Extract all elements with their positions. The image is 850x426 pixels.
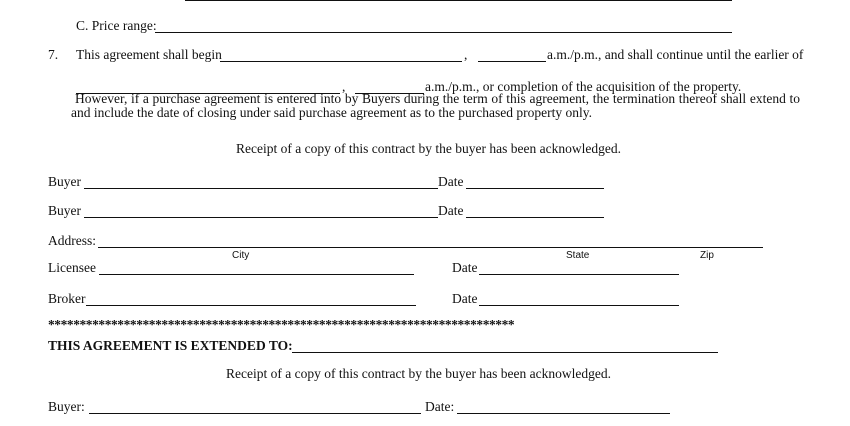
asterisk-divider: ************************************************************************** xyxy=(48,317,515,332)
end-comma: , xyxy=(342,79,346,94)
address-zip-caption: Zip xyxy=(700,250,714,261)
extended-to-label: THIS AGREEMENT IS EXTENDED TO: xyxy=(48,338,293,353)
begin-date-field[interactable] xyxy=(220,47,462,62)
section-7-number: 7. xyxy=(48,47,59,62)
price-range-label: C. Price range: xyxy=(76,18,157,33)
buyer-1-label: Buyer xyxy=(48,174,81,189)
top-rule xyxy=(185,0,732,1)
licensee-field[interactable] xyxy=(99,260,414,275)
begin-text: This agreement shall begin xyxy=(76,47,222,62)
buyer-2-date-field[interactable] xyxy=(466,203,604,218)
broker-label: Broker xyxy=(48,291,86,306)
buyer-3-date-label: Date: xyxy=(425,399,455,414)
receipt-acknowledgment-2: Receipt of a copy of this contract by the buyer has been acknowledged. xyxy=(226,366,611,381)
licensee-date-label: Date xyxy=(452,260,478,275)
broker-date-field[interactable] xyxy=(479,291,679,306)
buyer-1-date-field[interactable] xyxy=(466,174,604,189)
ampm-completion-text: a.m./p.m., or completion of the acquisition of the property. xyxy=(425,79,742,94)
broker-field[interactable] xyxy=(86,291,416,306)
buyer-3-signature-field[interactable] xyxy=(89,399,421,414)
buyer-2-date-label: Date xyxy=(438,203,464,218)
buyer-2-signature-field[interactable] xyxy=(84,203,438,218)
buyer-2-label: Buyer xyxy=(48,203,81,218)
buyer-3-label: Buyer: xyxy=(48,399,85,414)
begin-comma: , xyxy=(464,47,468,62)
receipt-acknowledgment-1: Receipt of a copy of this contract by the buyer has been acknowledged. xyxy=(236,141,621,156)
ampm-continue-text: a.m./p.m., and shall continue until the earlier of xyxy=(547,47,804,62)
broker-date-label: Date xyxy=(452,291,478,306)
buyer-1-signature-field[interactable] xyxy=(84,174,438,189)
address-label: Address: xyxy=(48,233,96,248)
however-paragraph: However, if a purchase agreement is entered into by Buyers during the term of this agreement, the termination thereof shall extend to and include the date of closing under said purchase agreement as to the purchased property only. xyxy=(71,91,800,120)
begin-time-field[interactable] xyxy=(478,47,546,62)
price-range-field[interactable] xyxy=(155,18,732,33)
extended-to-field[interactable] xyxy=(292,338,718,353)
licensee-date-field[interactable] xyxy=(479,260,679,275)
address-city-caption: City xyxy=(232,250,250,261)
address-state-caption: State xyxy=(566,250,590,261)
buyer-1-date-label: Date xyxy=(438,174,464,189)
licensee-label: Licensee xyxy=(48,260,96,275)
buyer-3-date-field[interactable] xyxy=(457,399,670,414)
address-field[interactable] xyxy=(98,233,763,248)
